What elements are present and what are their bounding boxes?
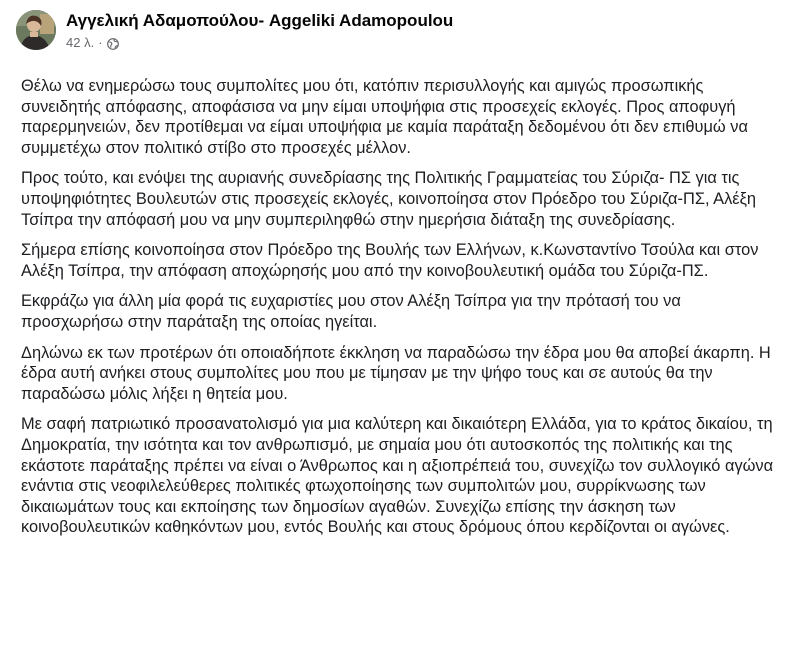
post-header	[16, 8, 784, 68]
post-paragraph: Σήμερα επίσης κοινοποίησα στον Πρόεδρο της Βουλής των Ελλήνων, κ.Κωνσταντίνο Τσούλα και στον Αλέξη Τσίπρα, την απόφαση αποχώρησής μου από την κοινοβουλευτική ομάδα του Σύριζα-ΠΣ.	[21, 241, 759, 280]
post-paragraph: Με σαφή πατριωτικό προσανατολισμό για μια καλύτερη και δικαιότερη Ελλάδα, για το κράτος δικαίου, τη Δημοκρατία, την ισότητα και τον ανθρωπισμό, με σημαία μου ότι αυτοσκοπός της πολιτικής και της εκάστοτε παράταξης πρέπει να είναι ο Άνθρωπος και η αξιοπρέπειά του, συνεχίζω τον συλλογικό αγώνα ενάντια στις νεοφιλελεύθερες πολιτικές φτωχοποίησης των συμπολιτών μου, συρρίκνωσης των δικαιωμάτων τους και εκποίησης των δημοσίων αγαθών. Συνεχίζω επίσης την άσκηση των κοινοβουλευτικών καθηκόντων μου, εντός Βουλής και στους δρόμους όπου κερδίζονται οι αγώνες.	[21, 415, 774, 537]
post-paragraph: Προς τούτο, και ενόψει της αυριανής συνεδρίασης της Πολιτικής Γραμματείας του Σύριζα- ΠΣ για τις υποψηφιότητες Βουλευτών στις προσεχείς εκλογές, κοινοποίησα στον Πρόεδρο του Σύριζα-ΠΣ, Αλέξη Τσίπρα την απόφασή μου να μην συμπεριληφθώ στην ημερήσια διάταξη της συνεδρίασης.	[21, 169, 757, 229]
globe-icon[interactable]	[107, 37, 119, 49]
avatar-photo-icon	[16, 10, 56, 50]
post-paragraph: Θέλω να ενημερώσω τους συμπολίτες μου ότι, κατόπιν περισυλλογής και αμιγώς προσωπικής συνειδητής απόφασης, αποφάσισα να μην είμαι υποψήφια στις προσεχείς εκλογές. Προς αποφυγή παρερμηνειών, δεν προτίθεμαι να είμαι υποψήφια με καμία παράταξη δεδομένου ότι δεν επιθυμώ να συμμετέχω στον πολιτικό στίβο στο προσεχές μέλλον.	[21, 77, 748, 157]
author-name[interactable]: Αγγελική Αδαμοπούλου- Aggeliki Adamopoulou	[66, 11, 454, 30]
avatar[interactable]	[16, 10, 56, 50]
post-paragraph: Εκφράζω για άλλη μία φορά τις ευχαριστίες μου στον Αλέξη Τσίπρα για την πρότασή του να προσχωρήσω στην παράταξη της οποίας ηγείται.	[21, 292, 681, 331]
post-subline	[66, 34, 453, 52]
post-body	[16, 76, 784, 538]
post-paragraph: Δηλώνω εκ των προτέρων ότι οποιαδήποτε έκκληση να παραδώσω την έδρα μου θα αποβεί άκαρπη. Η έδρα αυτή ανήκει στους συμπολίτες μου που με τίμησαν με την ψήφο τους και σε αυτούς θα την παραδώσω μόλις λήξει η θητεία μου.	[21, 343, 771, 403]
separator-dot: ·	[98, 35, 103, 50]
post-meta	[66, 8, 453, 52]
post-timestamp[interactable]: 42 λ.	[66, 35, 95, 50]
